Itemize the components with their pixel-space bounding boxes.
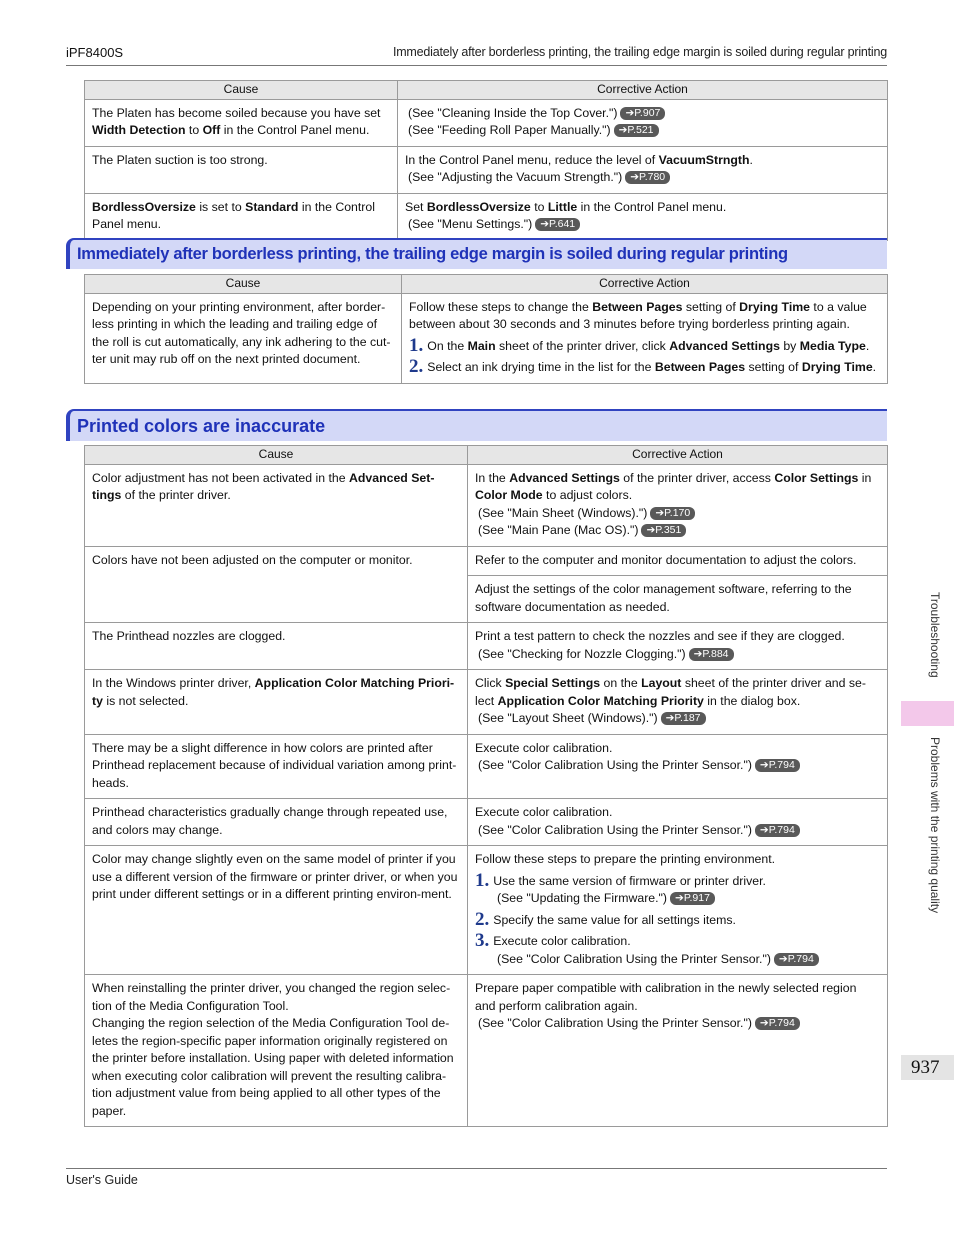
text-run: sheet of the printer driver and se-lect bbox=[475, 676, 866, 708]
text-run: is not selected. bbox=[102, 693, 189, 708]
bold-term: Advanced Settings bbox=[669, 338, 780, 353]
corrective-action-cell bbox=[468, 799, 888, 846]
text-run: Specify the same value for all settings items. bbox=[493, 912, 736, 927]
text-run: setting of bbox=[745, 360, 802, 374]
bold-term: Color Settings bbox=[774, 470, 859, 485]
see-text: (See "Main Sheet (Windows).") bbox=[478, 505, 648, 520]
text-run: . bbox=[749, 152, 753, 167]
numbered-step bbox=[409, 334, 880, 356]
bold-term: BordlessOversize bbox=[92, 199, 196, 214]
column-header-cause: Cause bbox=[85, 446, 468, 465]
text-run: sheet of the printer driver, click bbox=[495, 338, 670, 353]
cause-cell bbox=[85, 99, 398, 146]
text-run: The Platen has become soiled because you have set bbox=[92, 105, 381, 120]
text-run: . bbox=[872, 360, 877, 374]
bold-term: Application Color Matching Priority bbox=[497, 693, 704, 708]
text-run: in bbox=[858, 470, 872, 485]
action-text bbox=[475, 675, 880, 710]
table-trailing-edge bbox=[84, 274, 888, 384]
page-ref-badge: ➔P.794 bbox=[755, 824, 800, 837]
table-row bbox=[85, 293, 888, 383]
text-run: Depending on your printing environment, after border-less printing in which the leading and trailing edge of the roll is cut automatically, any ink adhering to the cut-ter unit may rub off on the next printed document. bbox=[92, 299, 391, 366]
see-reference bbox=[475, 757, 880, 775]
sidebar-chapter-marker bbox=[901, 701, 954, 726]
column-header-corrective-action: Corrective Action bbox=[398, 81, 888, 100]
table-row bbox=[85, 193, 888, 240]
cause-cell bbox=[85, 623, 468, 670]
table-row bbox=[85, 670, 888, 735]
sidebar-section bbox=[912, 737, 944, 947]
see-text: (See "Color Calibration Using the Printer Sensor.") bbox=[478, 822, 752, 837]
table-row bbox=[85, 99, 888, 146]
step-number: 1. bbox=[475, 869, 490, 891]
corrective-action-cell bbox=[398, 99, 888, 146]
bold-term: Between Pages bbox=[592, 299, 683, 314]
text-run: in the dialog box. bbox=[703, 693, 801, 708]
cause-cell bbox=[85, 546, 468, 623]
corrective-action-cell bbox=[468, 464, 888, 546]
step-number: 1. bbox=[409, 334, 424, 356]
bold-term: Main bbox=[467, 338, 496, 353]
action-text bbox=[405, 152, 880, 170]
action-text bbox=[405, 199, 880, 217]
action-text bbox=[475, 980, 880, 1015]
action-text bbox=[475, 628, 880, 646]
text-run: Printhead characteristics gradually change through repeated use, and colors may change. bbox=[92, 805, 448, 837]
text-run: Follow these steps to change the bbox=[409, 299, 593, 314]
bold-term: Application Color Matching Priori-ty bbox=[92, 676, 455, 708]
corrective-action-cell bbox=[398, 146, 888, 193]
text-run: The Printhead nozzles are clogged. bbox=[92, 629, 286, 643]
section-title: Printed colors are inaccurate bbox=[77, 416, 326, 436]
corrective-action-cell bbox=[468, 670, 888, 735]
table-row bbox=[85, 734, 888, 799]
text-run: Execute color calibration. bbox=[475, 740, 613, 755]
cause-cell bbox=[85, 146, 398, 193]
text-run: On the bbox=[427, 338, 468, 353]
see-reference bbox=[475, 522, 880, 540]
header-rule bbox=[66, 65, 887, 66]
text-run: Select an ink drying time in the list for the bbox=[427, 360, 655, 374]
cause-cell bbox=[85, 670, 468, 735]
column-header-corrective-action: Corrective Action bbox=[468, 446, 888, 465]
text-run: Set bbox=[405, 199, 427, 214]
see-text: (See "Main Pane (Mac OS).") bbox=[478, 523, 639, 537]
page-number bbox=[901, 1055, 954, 1080]
see-text: (See "Updating the Firmware.") bbox=[497, 891, 668, 905]
step-see-reference bbox=[475, 890, 880, 908]
step-number: 2. bbox=[409, 356, 424, 377]
text-run: . bbox=[865, 338, 870, 353]
table-printed-colors bbox=[84, 445, 888, 1127]
see-reference bbox=[405, 105, 880, 123]
footer-text: User's Guide bbox=[66, 1173, 138, 1187]
text-run: Adjust the settings of the color management software, referring to the software documentation as needed. bbox=[475, 582, 852, 614]
column-header-corrective-action: Corrective Action bbox=[402, 275, 888, 294]
column-header-cause: Cause bbox=[85, 275, 402, 294]
see-reference bbox=[475, 505, 880, 523]
running-title: Immediately after borderless printing, the trailing edge margin is soiled during regular printing bbox=[392, 45, 887, 59]
see-reference bbox=[405, 216, 880, 234]
table-row bbox=[85, 623, 888, 670]
page-ref-badge: ➔P.187 bbox=[661, 712, 706, 725]
corrective-action-cell bbox=[468, 546, 888, 576]
table-row bbox=[85, 846, 888, 975]
text-run: to bbox=[530, 199, 548, 214]
see-reference bbox=[405, 169, 880, 187]
text-run: There may be a slight difference in how colors are printed after Printhead replacement because of individual variation among print-heads. bbox=[92, 740, 457, 790]
bold-term: Media Type bbox=[799, 338, 866, 353]
text-run: The Platen suction is too strong. bbox=[92, 152, 268, 167]
action-text bbox=[475, 552, 880, 570]
see-reference bbox=[475, 646, 880, 664]
bold-term: Advanced Settings bbox=[509, 470, 620, 485]
corrective-action-cell bbox=[468, 623, 888, 670]
text-run: of the printer driver, access bbox=[619, 470, 775, 485]
page-ref-badge: ➔P.521 bbox=[614, 124, 659, 137]
text-run: Colors have not been adjusted on the computer or monitor. bbox=[92, 552, 413, 567]
numbered-step bbox=[475, 869, 880, 891]
text-run: Print a test pattern to check the nozzles and see if they are clogged. bbox=[475, 629, 845, 643]
text-run: When reinstalling the printer driver, you changed the region selec-tion of the Media Configuration Tool. bbox=[92, 981, 451, 1013]
model-name: iPF8400S bbox=[66, 45, 124, 60]
page-ref-badge: ➔P.170 bbox=[650, 507, 695, 520]
see-reference bbox=[475, 822, 880, 840]
cause-cell bbox=[85, 734, 468, 799]
column-header-cause: Cause bbox=[85, 81, 398, 100]
text-run: by bbox=[779, 338, 800, 353]
page-ref-badge: ➔P.794 bbox=[774, 953, 819, 966]
cause-cell bbox=[85, 975, 468, 1127]
bold-term: Color Mode bbox=[475, 488, 543, 502]
numbered-step bbox=[409, 358, 880, 377]
bold-term: Drying Time bbox=[801, 360, 873, 374]
see-text: (See "Color Calibration Using the Printer Sensor.") bbox=[478, 1016, 752, 1030]
step-number: 3. bbox=[475, 930, 490, 951]
action-text bbox=[475, 470, 880, 505]
table-row bbox=[85, 975, 888, 1127]
footer-rule bbox=[66, 1168, 887, 1169]
cause-cell bbox=[85, 193, 398, 240]
numbered-step bbox=[475, 932, 880, 951]
text-run: to a value between about 30 seconds and 3 minutes before trying borderless printing again. bbox=[409, 299, 867, 331]
text-run: Changing the region selection of the Media Configuration Tool de-letes the region-specific paper information originally registered on the printer before installation. Using paper with deleted information when executing color calibration will prevent the resulting calibra-tion adjustment value from being applied to all other types of the paper. bbox=[92, 1016, 454, 1118]
table-platen-soiled bbox=[84, 80, 888, 241]
corrective-action-cell bbox=[468, 975, 888, 1127]
corrective-action-cell bbox=[468, 734, 888, 799]
page-number-text: 937 bbox=[911, 1057, 940, 1078]
corrective-action-cell bbox=[468, 846, 888, 975]
text-run: in the Control Panel menu. bbox=[220, 123, 370, 137]
numbered-step bbox=[475, 908, 880, 930]
table-row bbox=[85, 146, 888, 193]
cause-cell bbox=[85, 846, 468, 975]
see-text: (See "Color Calibration Using the Printer Sensor.") bbox=[478, 758, 752, 772]
page-ref-badge: ➔P.351 bbox=[641, 524, 686, 537]
bold-term: Drying Time bbox=[739, 299, 811, 314]
text-run: Refer to the computer and monitor documentation to adjust the colors. bbox=[475, 552, 857, 567]
bold-term: Layout bbox=[641, 676, 682, 690]
text-run: in the Control Panel menu. bbox=[577, 199, 727, 214]
corrective-action-cell bbox=[468, 576, 888, 623]
bold-term: Special Settings bbox=[505, 676, 601, 690]
see-text: (See "Adjusting the Vacuum Strength.") bbox=[408, 170, 623, 184]
text-run: Color may change slightly even on the same model of printer if you use a different version of the firmware or printer driver, or when you print under different settings or in a different printing environ-ment. bbox=[92, 852, 458, 901]
see-text: (See "Feeding Roll Paper Manually.") bbox=[408, 123, 611, 137]
text-run: Click bbox=[475, 676, 506, 690]
text-run: to bbox=[185, 123, 203, 137]
cause-cell bbox=[85, 293, 402, 383]
step-see-reference bbox=[475, 951, 880, 969]
text-run: Execute color calibration. bbox=[475, 805, 613, 819]
action-text bbox=[475, 740, 880, 758]
bold-term: Width Detection bbox=[92, 123, 186, 137]
action-text bbox=[409, 299, 880, 334]
text-run: Execute color calibration. bbox=[493, 934, 631, 948]
section-title: Immediately after borderless printing, the trailing edge margin is soiled during regular printing bbox=[77, 245, 788, 263]
text-run: to adjust colors. bbox=[542, 488, 633, 502]
text-run: In the Windows printer driver, bbox=[92, 676, 255, 690]
see-text: (See "Layout Sheet (Windows).") bbox=[478, 711, 658, 725]
bold-term: Between Pages bbox=[654, 360, 746, 374]
cause-cell bbox=[85, 464, 468, 546]
sidebar-chapter bbox=[912, 592, 944, 692]
text-run: In the bbox=[475, 470, 510, 485]
bold-term: Little bbox=[547, 199, 578, 214]
action-text bbox=[475, 804, 880, 822]
corrective-action-cell bbox=[398, 193, 888, 240]
table-row bbox=[85, 546, 888, 576]
page-ref-badge: ➔P.917 bbox=[670, 892, 715, 905]
see-text: (See "Menu Settings.") bbox=[408, 217, 533, 231]
table-row bbox=[85, 799, 888, 846]
cause-cell bbox=[85, 799, 468, 846]
see-reference bbox=[475, 710, 880, 728]
text-run: setting of bbox=[682, 299, 740, 314]
bold-term: BordlessOversize bbox=[426, 199, 531, 214]
text-run: Prepare paper compatible with calibration in the newly selected region and perform calibration again. bbox=[475, 981, 857, 1013]
page-ref-badge: ➔P.884 bbox=[689, 648, 734, 661]
chapter-label: Troubleshooting bbox=[928, 592, 942, 678]
page-ref-badge: ➔P.794 bbox=[755, 759, 800, 772]
page-ref-badge: ➔P.780 bbox=[625, 171, 670, 184]
see-reference bbox=[405, 122, 880, 140]
text-run: Use the same version of firmware or printer driver. bbox=[493, 873, 766, 888]
see-text: (See "Checking for Nozzle Clogging.") bbox=[478, 646, 686, 661]
text-run: Follow these steps to prepare the printing environment. bbox=[475, 852, 776, 866]
step-number: 2. bbox=[475, 908, 490, 930]
bold-term: Advanced Set-tings bbox=[92, 470, 435, 502]
see-reference bbox=[475, 1015, 880, 1033]
page-ref-badge: ➔P.641 bbox=[535, 218, 580, 231]
see-text: (See "Cleaning Inside the Top Cover.") bbox=[408, 105, 618, 120]
bold-term: Off bbox=[202, 123, 221, 137]
text-run: on the bbox=[600, 676, 642, 690]
page-ref-badge: ➔P.794 bbox=[755, 1017, 800, 1030]
section-heading-printed-colors bbox=[66, 409, 887, 441]
bold-term: VacuumStrngth bbox=[658, 152, 750, 167]
action-text bbox=[475, 851, 880, 869]
text-run: of the printer driver. bbox=[121, 488, 231, 502]
page-ref-badge: ➔P.907 bbox=[620, 107, 665, 120]
see-text: (See "Color Calibration Using the Printer Sensor.") bbox=[497, 951, 771, 966]
action-text bbox=[475, 581, 880, 616]
table-row bbox=[85, 464, 888, 546]
bold-term: Standard bbox=[245, 199, 299, 214]
corrective-action-cell bbox=[402, 293, 888, 383]
text-run: Color adjustment has not been activated in the bbox=[92, 470, 350, 485]
section-heading-trailing-edge bbox=[66, 238, 887, 269]
text-run: is set to bbox=[195, 199, 246, 214]
section-label: Problems with the printing quality bbox=[928, 737, 942, 914]
text-run: In the Control Panel menu, reduce the level of bbox=[405, 152, 659, 167]
text-run: in the Control Panel menu. bbox=[92, 199, 375, 231]
